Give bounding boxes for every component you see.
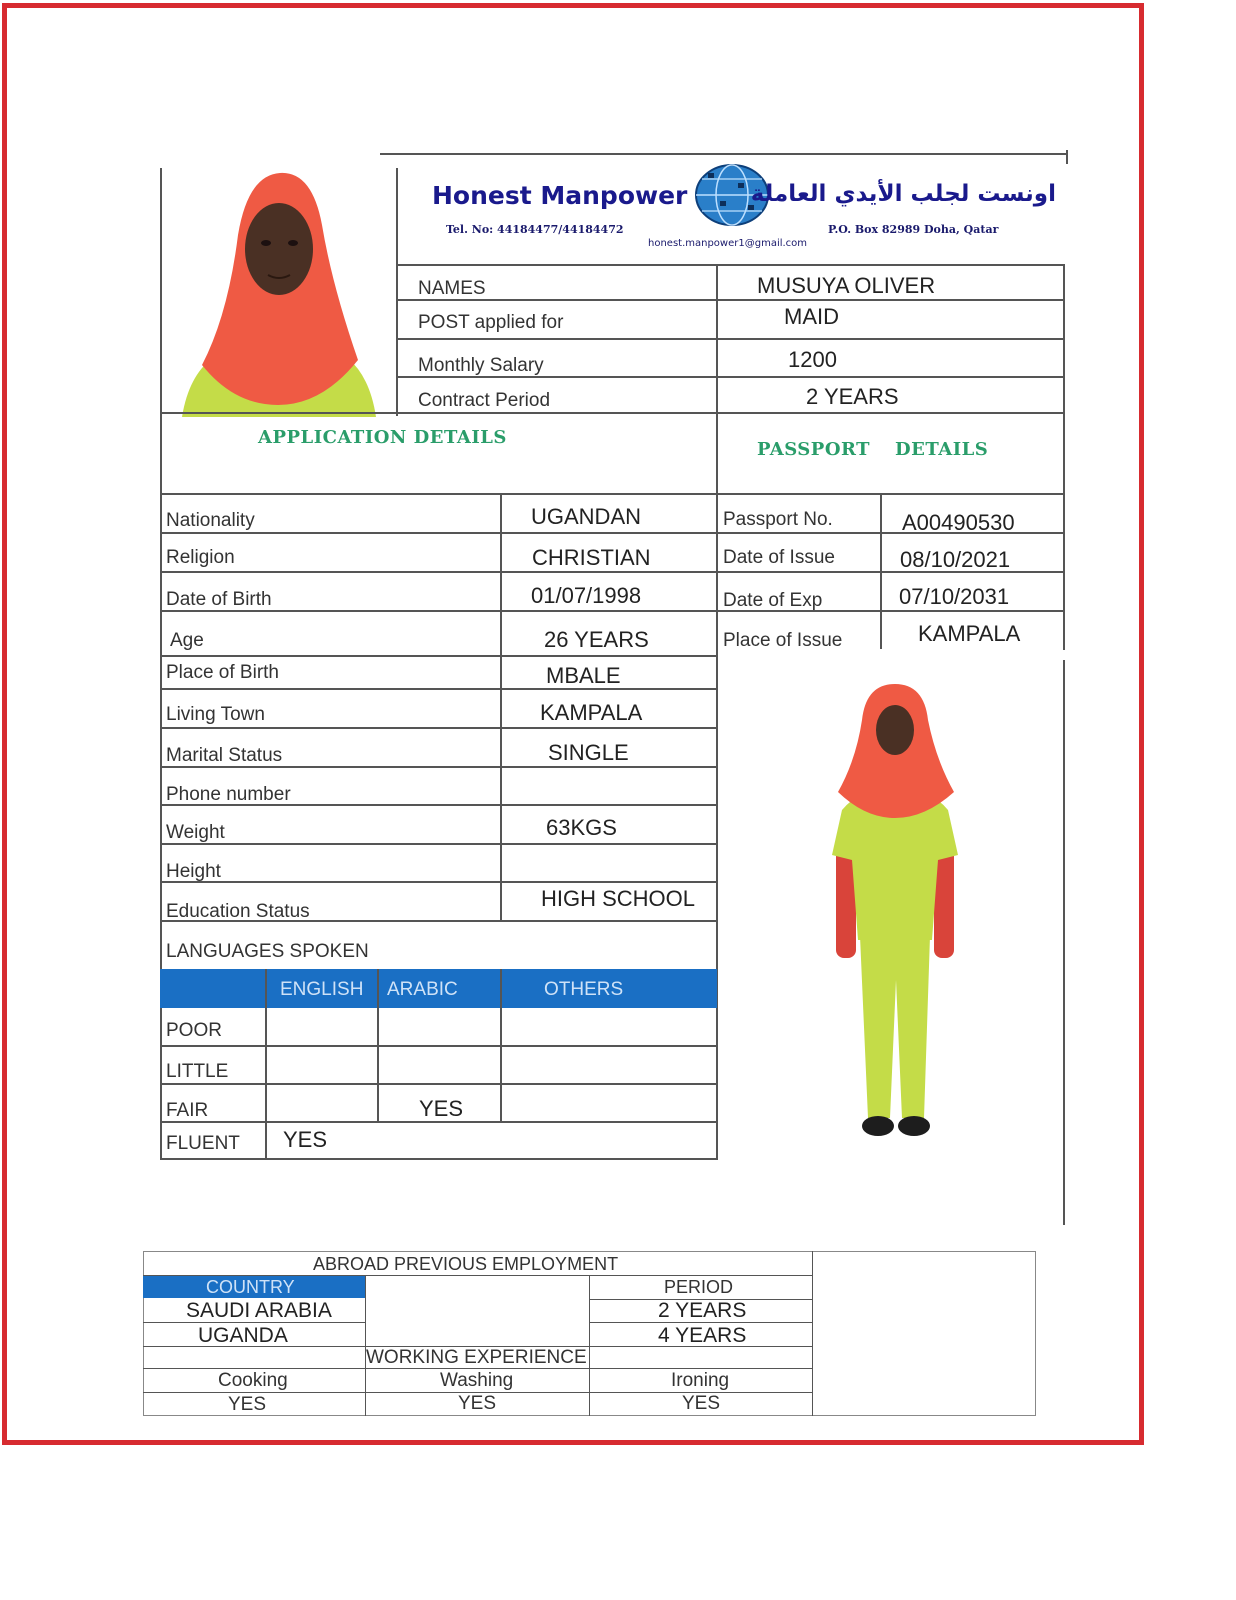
passport-label: Date of Issue (723, 547, 835, 568)
emp-period: 4 YEARS (658, 1324, 747, 1347)
contract-value: 2 YEARS (806, 384, 899, 409)
passport-value: 07/10/2031 (899, 584, 1010, 609)
lang-bottom-rule (160, 1158, 718, 1160)
country-header: COUNTRY (206, 1277, 295, 1297)
brand-arabic: اونست لجلب الأيدي العاملة (750, 181, 1056, 207)
portrait-photo (162, 165, 394, 417)
app-label: Marital Status (166, 745, 283, 766)
left-border (160, 168, 162, 1160)
working-experience-title: WORKING EXPERIENCE (366, 1347, 587, 1368)
passport-value: 08/10/2021 (900, 547, 1011, 572)
emp-country: UGANDA (198, 1324, 288, 1347)
summary-rule (398, 264, 1065, 266)
section-rule (160, 493, 1065, 495)
app-label: Education Status (166, 901, 310, 922)
app-value: UGANDAN (531, 504, 642, 529)
center-divider (716, 264, 718, 1160)
app-label: Living Town (166, 704, 265, 725)
application-details-heading: APPLICATION DETAILS (258, 427, 507, 448)
period-header: PERIOD (664, 1277, 734, 1297)
header-tel: Tel. No: 44184477/44184472 (446, 223, 624, 236)
passport-value-divider (880, 493, 882, 649)
header-tick (1066, 150, 1068, 164)
post-value: MAID (784, 304, 839, 329)
names-value: MUSUYA OLIVER (757, 273, 936, 298)
lang-header-arabic: ARABIC (387, 979, 458, 1000)
row-rule (160, 881, 718, 883)
summary-rule (398, 338, 1065, 340)
app-label: Religion (166, 547, 235, 568)
app-label: Nationality (166, 510, 255, 531)
skill-ironing: Ironing (671, 1370, 730, 1391)
row-rule (160, 727, 718, 729)
passport-label: Place of Issue (723, 630, 843, 651)
right-border-top (1063, 264, 1065, 650)
photo-right-border (396, 168, 398, 416)
lang-header-others: OTHERS (544, 979, 624, 1000)
summary-rule (398, 299, 1065, 301)
app-value-divider (500, 493, 502, 921)
employment-title: ABROAD PREVIOUS EMPLOYMENT (313, 1254, 619, 1274)
passport-label: Date of Exp (723, 590, 823, 611)
skill-cooking: Cooking (218, 1370, 288, 1391)
languages-title: LANGUAGES SPOKEN (166, 941, 369, 962)
passport-details-heading: DETAILS (895, 439, 989, 460)
skill-washing-value: YES (458, 1393, 497, 1414)
passport-value: KAMPALA (918, 621, 1021, 646)
lang-level: LITTLE (166, 1061, 229, 1082)
summary-rule (160, 412, 1065, 414)
lang-fluent-english: YES (283, 1127, 328, 1152)
app-value: 01/07/1998 (531, 583, 642, 608)
app-value: 26 YEARS (544, 627, 649, 652)
row-rule (160, 843, 718, 845)
row-rule (160, 688, 718, 690)
app-label: Age (170, 630, 204, 651)
row-rule (160, 655, 718, 657)
post-label: POST applied for (418, 312, 564, 333)
salary-value: 1200 (788, 347, 837, 372)
passport-value: A00490530 (902, 510, 1015, 535)
lang-header-english: ENGLISH (280, 979, 364, 1000)
lang-level: POOR (166, 1020, 222, 1041)
full-body-photo (820, 680, 970, 1145)
skill-washing: Washing (440, 1370, 514, 1391)
app-label: Date of Birth (166, 589, 272, 610)
passport-label: Passport No. (723, 509, 833, 530)
lang-row-rule (160, 1083, 718, 1085)
passport-heading: PASSPORT (757, 439, 871, 460)
emp-country: SAUDI ARABIA (186, 1299, 332, 1322)
skill-ironing-value: YES (682, 1393, 721, 1414)
salary-label: Monthly Salary (418, 355, 544, 376)
right-border-bottom (1063, 660, 1065, 1225)
app-label: Height (166, 861, 221, 882)
header-top-rule (380, 153, 1068, 155)
header-email: honest.manpower1@gmail.com (648, 238, 808, 249)
emp-period: 2 YEARS (658, 1299, 747, 1322)
app-value: MBALE (546, 663, 621, 688)
header-po-box: P.O. Box 82989 Doha, Qatar (828, 223, 999, 236)
lang-level: FAIR (166, 1100, 209, 1121)
app-value: KAMPALA (540, 700, 643, 725)
app-label: Place of Birth (166, 662, 279, 683)
app-label: Phone number (166, 784, 291, 805)
lang-fair-arabic: YES (419, 1096, 464, 1121)
app-label: Weight (166, 822, 225, 843)
lang-col-rule (265, 969, 267, 1160)
lang-row-rule (160, 1045, 718, 1047)
contract-label: Contract Period (418, 390, 551, 411)
brand-name: Honest Manpower (432, 181, 688, 210)
row-rule (160, 610, 1065, 612)
app-value: SINGLE (548, 740, 629, 765)
app-value: HIGH SCHOOL (541, 886, 696, 911)
app-value: 63KGS (546, 815, 617, 840)
skill-cooking-value: YES (228, 1394, 267, 1415)
app-value: CHRISTIAN (532, 545, 651, 570)
lang-level: FLUENT (166, 1133, 240, 1154)
names-label: NAMES (418, 278, 486, 299)
